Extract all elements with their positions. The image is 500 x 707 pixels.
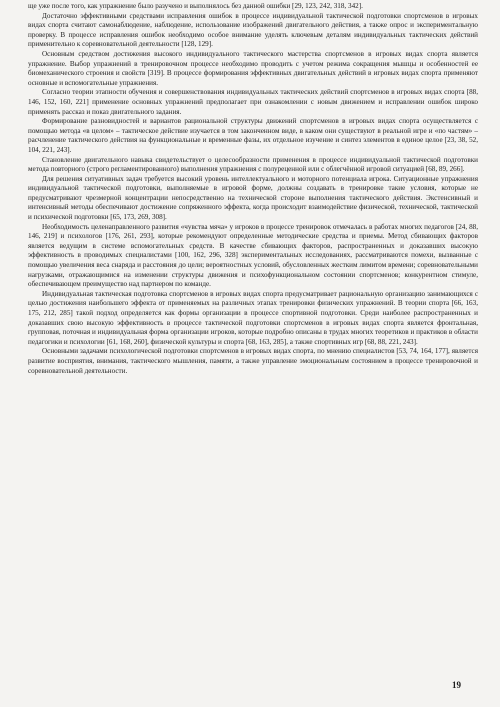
paragraph-main-means-exercise: Основным средством достижения высокого индивидуального тактического мастерства спортсменов в игровых видах спорта является упражнение. Выбор упражнений в тренировочном процессе необходимо проводить с учетом режима сокращения мышцы и особенностей ее биомеханического строения и свойств [319]. В процессе формирования эффективных двигательных действий в игровых видах спорта применяют основные и вспомогательные упражнения.	[28, 49, 478, 87]
paragraph-situational-tasks: Для решения ситуативных задач требуется высокий уровень интеллектуального и моторного потенциала игрока. Ситуационные упражнения индивидуальной тактической подготовки, выполняемые в игровой форме, должны создавать в тренировке такие условия, которые не предусматривают чрезмерной концентрации непосредственно на технической стороне выполнения тактического действия. Экстенсивный и интенсивный методы обеспечивают достижение сопряженного эффекта, когда происходит взаимодействие физической, технической, тактической и психической подготовки [65, 173, 269, 308].	[28, 174, 478, 222]
paragraph-staged-learning-theory: Согласно теории этапности обучения и совершенствования индивидуальных тактических действий спортсменов в игровых видах спорта [88, 146, 152, 160, 221] применение основных упражнений предполагает при ознакомлении с новым движением и исправлении ошибок широко применять рассказ и показ двигательного задания.	[28, 88, 478, 116]
paragraph-error-correction-means: Достаточно эффективными средствами исправления ошибок в процессе индивидуальной тактической подготовки спортсменов в игровых видах спорта считают самонаблюдение, наблюдение, использование изображений двигательного действия, а также опрос и экспериментальную проверку. В процессе исправления ошибок необходимо особое внимание уделять ключевым деталям индивидуальных тактических действий применительно к соревновательной деятельности [128, 129].	[28, 11, 478, 49]
document-page	[28, 2, 478, 692]
paragraph-whole-and-parts-method: Формирование разновидностей и вариантов рациональной структуры движений спортсменов в игровых видах спорта осуществляется с помощью метода «в целом» – тактическое действие изучается в том законченном виде, в каком они существуют в реальной игре и «по частям» – расчленение тактического действия на функциональные и временные фазы, их отдельное изучение и синтез элементов в единое целое [23, 38, 52, 104, 221, 243].	[28, 117, 478, 154]
page-number: 19	[452, 680, 461, 690]
paragraph-ball-feeling: Необходимость целенаправленного развития «чувства мяча» у игроков в процессе тренировок отмечалась в работах многих педагогов [24, 88, 146, 219] и психологов [176, 261, 293], которые рекомендуют определенные методические средства и приемы. Метод сбивающих факторов является ведущим в системе вспомогательных средств. В качестве сбивающих факторов, распространенных и доказавших высокую эффективность в проводимых специалистами [100, 162, 296, 328] экспериментальных исследованиях, рассматриваются помехи, вызванные с помощью увеличения веса снаряда и расстояния до цели; вероятностных условий, обусловленных жестким лимитом времени; соревновательными нагрузками, отражающимися на изменении структуры движения и психофункциональном состоянии спортсменов; конкурентном стимуле, обеспечивающем преимущество над партнером по команде.	[28, 222, 478, 289]
paragraph-continuation: ще уже после того, как упражнение было разучено и выполнялось без данной ошибки [29, 123, 242, 318, 342].	[28, 2, 363, 10]
paragraph-psychological-training: Основными задачами психологической подготовки спортсменов в игровых видах спорта, по мнению специалистов [53, 74, 164, 177], является развитие восприятия, внимания, тактического мышления, памяти, а также управление эмоциональным состоянием в процессе тренировочной и соревновательной деятельности.	[28, 347, 478, 375]
paragraph-organization-forms: Индивидуальная тактическая подготовка спортсменов в игровых видах спорта предусматривает рациональную организацию занимающихся с целью достижения наибольшего эффекта от применяемых на различных этапах тренировки физических упражнений. В теории спорта [66, 163, 175, 212, 285] такой подход определяется как формы организации в процессе спортивной подготовки. Среди наиболее распространенных и доказавших свою высокую эффективность в процессе тактической подготовки спортсменов в игровых видах спорта является фронтальная, групповая, поточная и индивидуальная форма организации игроков, которые подробно описаны в трудах многих теоретиков и практиков в области педагогики и психологии [61, 168, 260], физической культуры и спорта [68, 163, 285], а также спортивных игр [68, 88, 221, 243].	[28, 289, 478, 346]
paragraph-motor-skill-formation: Становление двигательного навыка свидетельствует о целесообразности применения в процессе индивидуальной тактической подготовки метода повторного (строго регламентированного) выполнения упражнения с полуреценной или с облегчённой игровой ситуацией [68, 89, 266].	[28, 155, 478, 174]
body-text	[28, 2, 478, 376]
